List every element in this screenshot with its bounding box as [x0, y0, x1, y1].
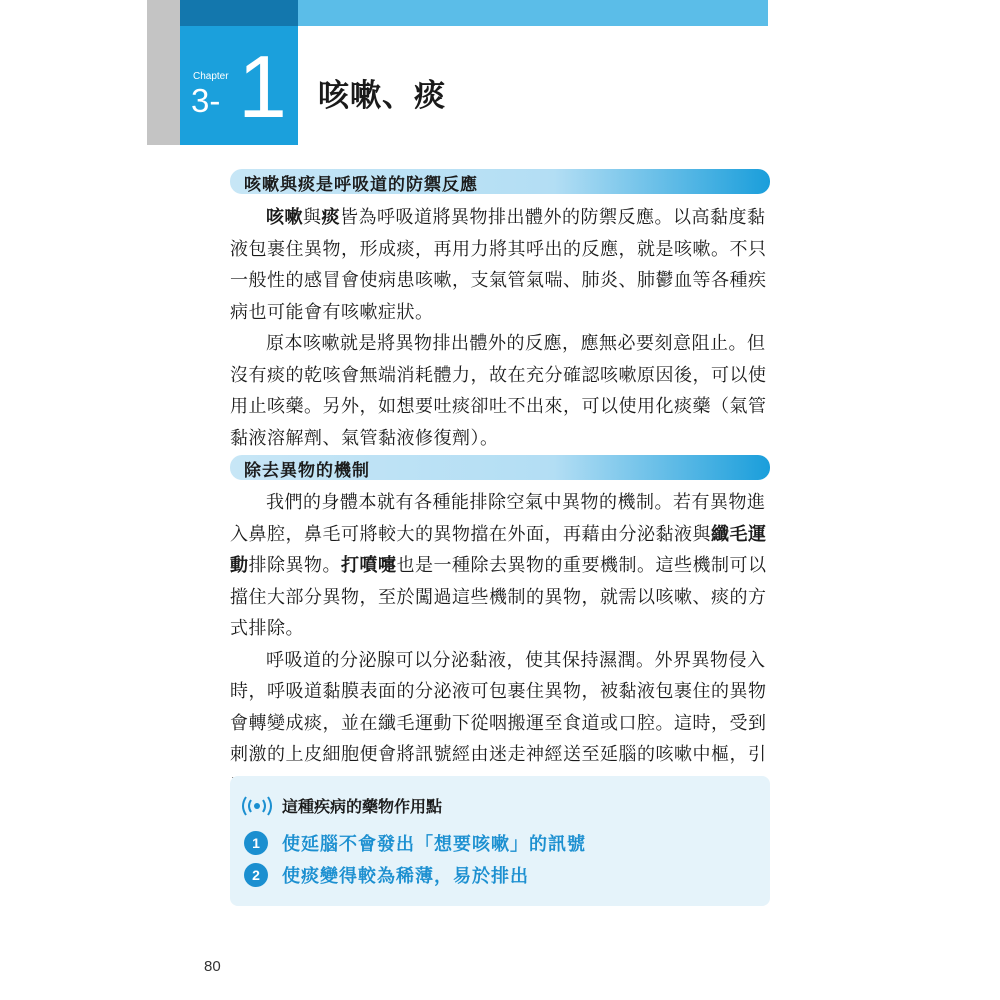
- signal-icon: [240, 796, 274, 816]
- section-heading-text: 除去異物的機制: [244, 461, 370, 481]
- bold-term: 纖毛運動: [230, 523, 767, 576]
- bold-term: 痰: [321, 207, 340, 228]
- section-heading-text: 咳嗽與痰是呼吸道的防禦反應: [244, 175, 478, 195]
- bold-term: 打噴嚏: [341, 555, 397, 576]
- text-run: 原本咳嗽就是將異物排出體外的反應，應無必要刻意阻止。但沒有痰的乾咳會無端消耗體力，故在充分確認咳嗽原因後，可以使用止咳藥。另外，如想要吐痰卻吐不出來，可以使用化痰藥（氣管黏液溶解劑、氣管黏液修復劑）。: [230, 333, 767, 449]
- chapter-gray-block: [147, 0, 180, 145]
- paragraph: [230, 328, 770, 454]
- section-heading-defense: [230, 169, 770, 194]
- text-run: 也是一種除去異物的重要機制。這些機制可以擋住大部分異物，至於闖過這些機制的異物，就需以咳嗽、痰的方式排除。: [230, 555, 767, 639]
- paragraph: [230, 487, 770, 645]
- text-run: 皆為呼吸道將異物排出體外的防禦反應。以高黏度黏液包裹住異物，形成痰，再用力將其呼出的反應，就是咳嗽。不只一般性的感冒會使病患咳嗽，支氣管氣喘、肺炎、肺鬱血等各種疾病也可能會有咳嗽症狀。: [230, 207, 767, 323]
- drug-action-title: 這種疾病的藥物作用點: [282, 797, 443, 816]
- section-heading-mechanism: [230, 455, 770, 480]
- drug-action-header: [240, 794, 442, 817]
- drug-action-item: [244, 862, 529, 888]
- page-title: 咳嗽、痰: [318, 78, 446, 114]
- section-body-mechanism: [230, 487, 770, 802]
- paragraph: [230, 202, 770, 328]
- chapter-label: Chapter: [193, 71, 229, 82]
- page-number: 80: [204, 958, 221, 975]
- chapter-number: 3-: [191, 82, 221, 119]
- item-number-badge: 1: [244, 831, 268, 855]
- bold-term: 咳嗽: [266, 207, 303, 228]
- chapter-badge-top: [180, 0, 298, 26]
- chapter-sub-number: 1: [238, 37, 287, 136]
- header-bar: [298, 0, 768, 26]
- item-number-badge: 2: [244, 863, 268, 887]
- item-text: 使痰變得較為稀薄，易於排出: [282, 866, 529, 887]
- text-run: 排除異物。: [248, 555, 341, 576]
- text-run: 我們的身體本就有各種能排除空氣中異物的機制。若有異物進入鼻腔，鼻毛可將較大的異物擋在外面，再藉由分泌黏液與: [230, 492, 766, 545]
- item-text: 使延腦不會發出「想要咳嗽」的訊號: [282, 834, 586, 855]
- text-run: 呼吸道的分泌腺可以分泌黏液，使其保持濕潤。外界異物侵入時，呼吸道黏膜表面的分泌液可包裹住異物，被黏液包裹住的異物會轉變成痰，並在纖毛運動下從咽搬運至食道或口腔。這時，受到刺激的上皮細胞便會將訊號經由迷走神經送至延腦的咳嗽中樞，引: [230, 649, 767, 765]
- drug-action-box: [230, 776, 770, 906]
- drug-action-item: [244, 830, 586, 856]
- section-body-defense: [230, 202, 770, 454]
- text-run: 與: [303, 207, 322, 228]
